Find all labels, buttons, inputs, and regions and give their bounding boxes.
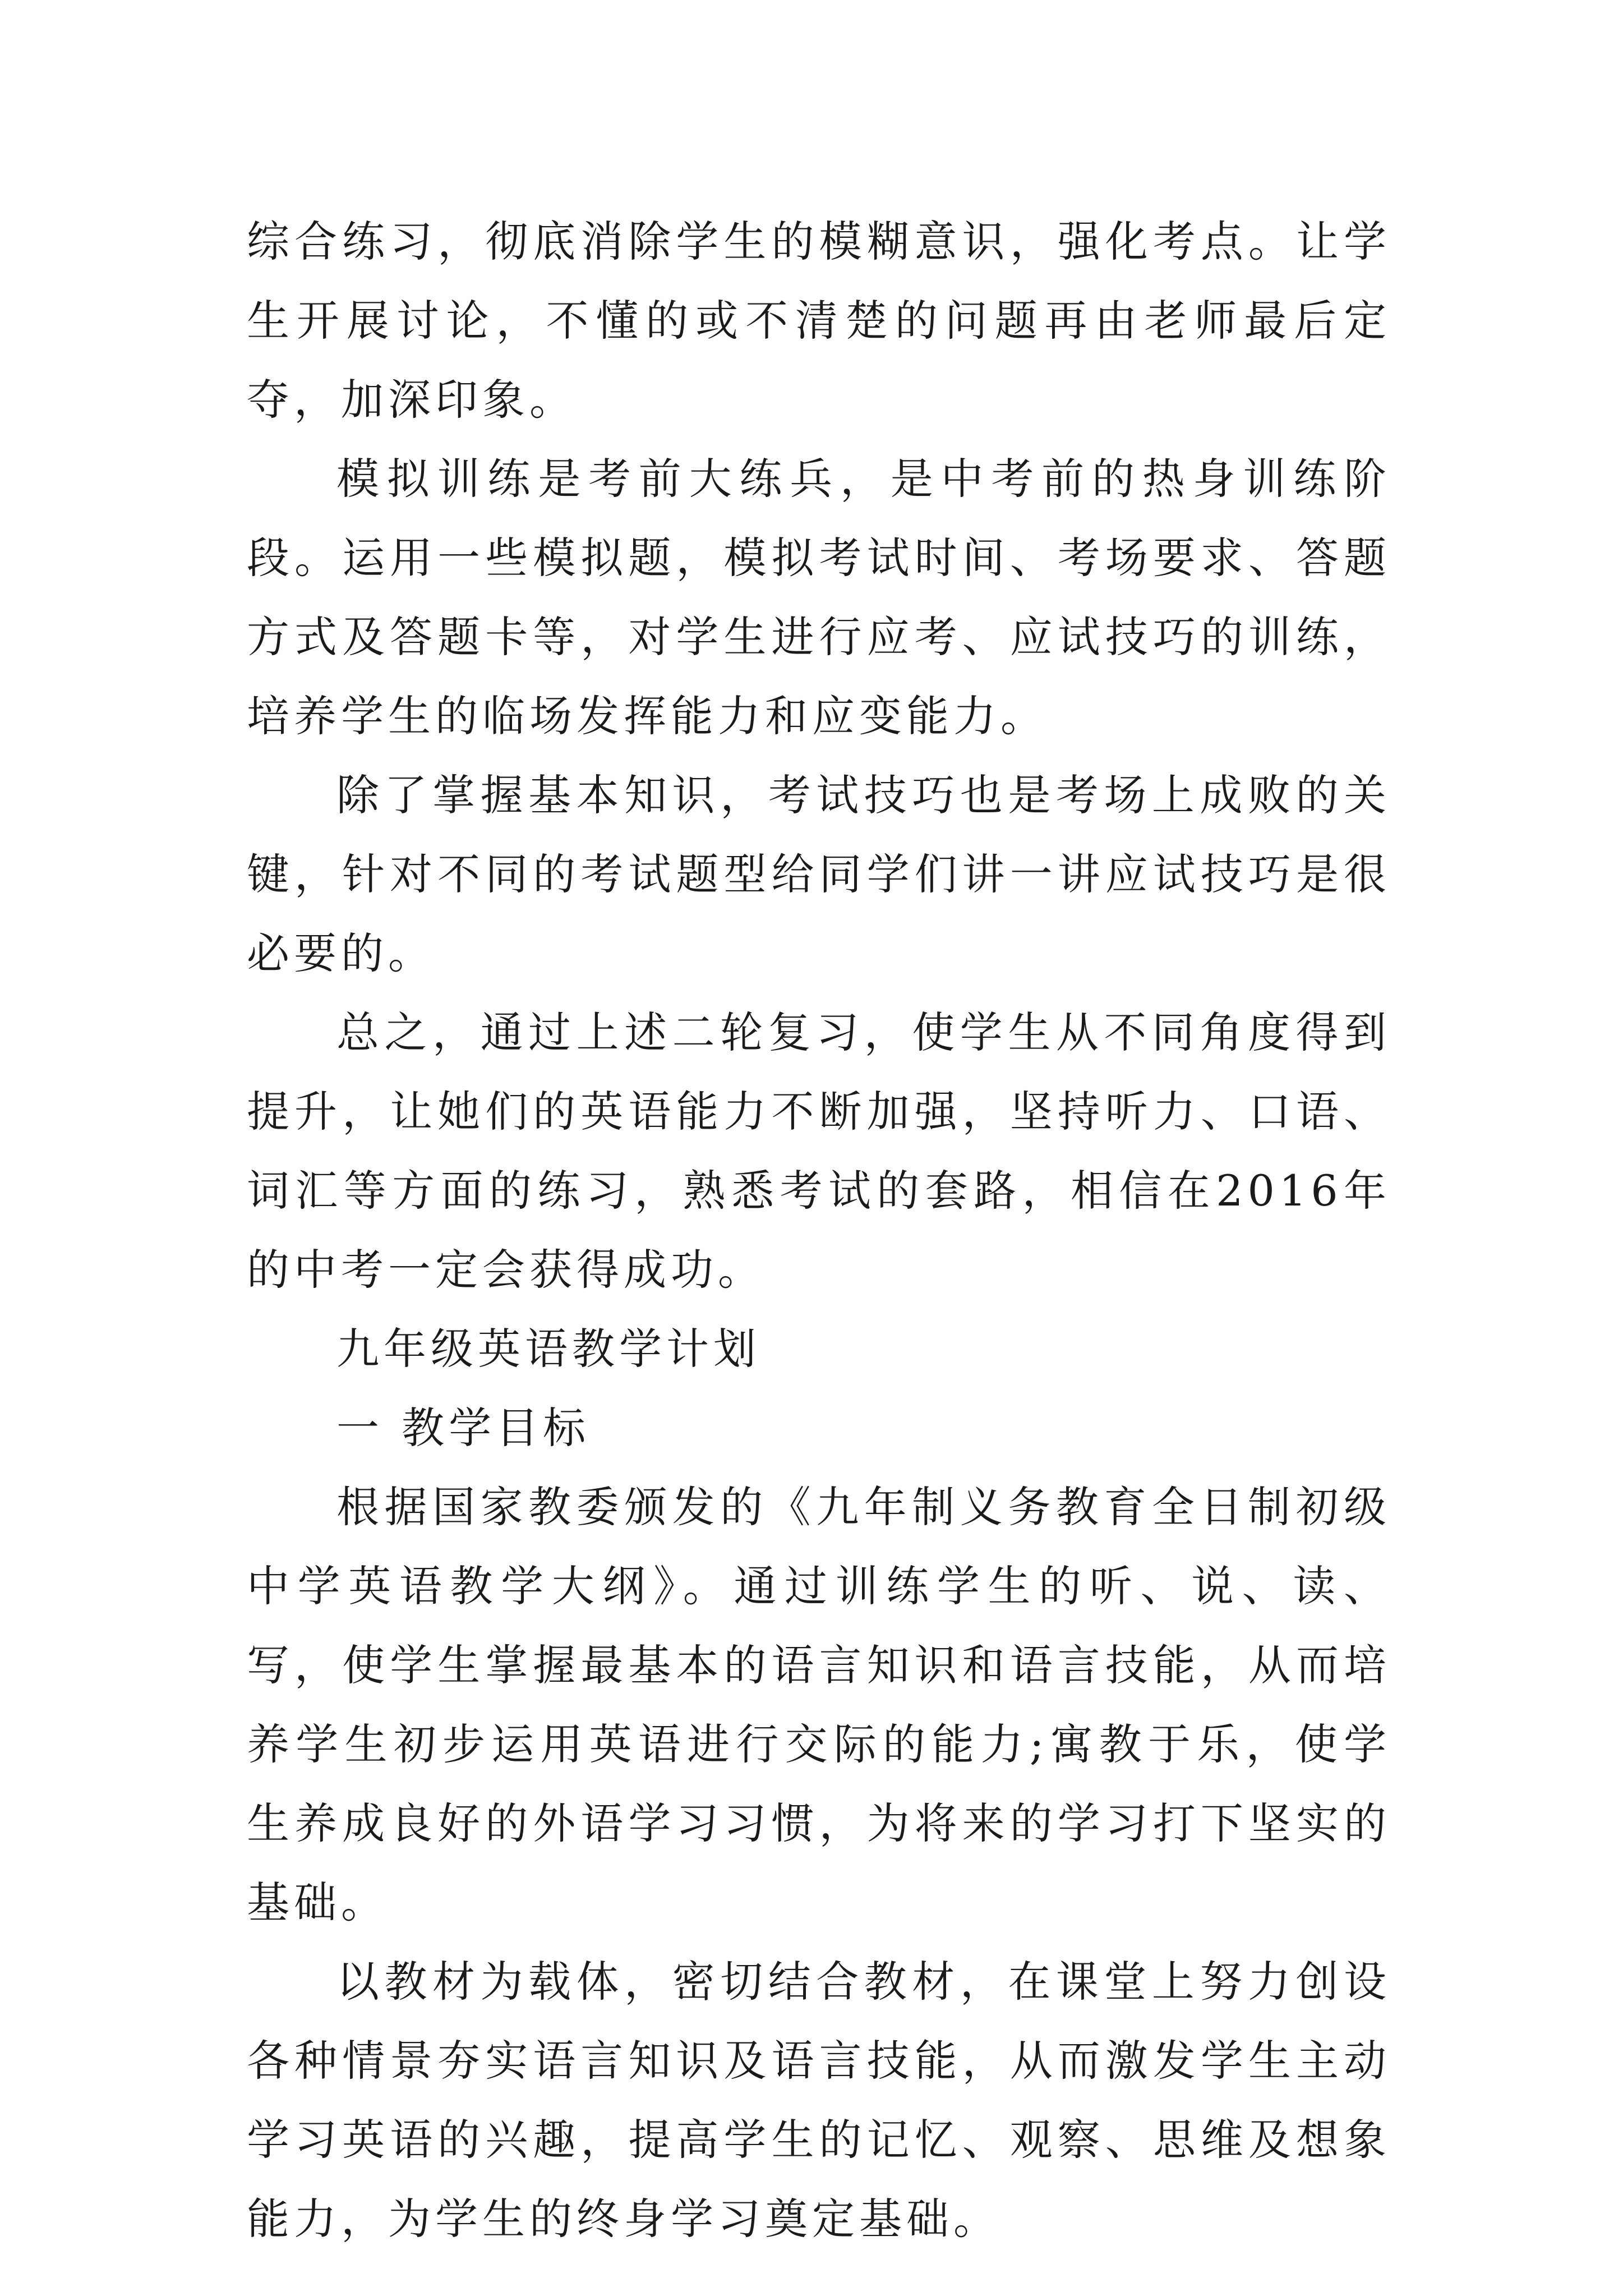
paragraph-review-practice: 综合练习，彻底消除学生的模糊意识，强化考点。让学生开展讨论，不懂的或不清楚的问题再由老师最后定夺，加深印象。: [247, 217, 1391, 425]
paragraph-summary: 总之，通过上述二轮复习，使学生从不同角度得到提升，让她们的英语能力不断加强，坚持听力、口语、词汇等方面的练习，熟悉考试的套路，相信在2016年的中考一定会获得成功。: [247, 1007, 1391, 1295]
paragraph-exam-skills: 除了掌握基本知识，考试技巧也是考场上成败的关键，针对不同的考试题型给同学们讲一讲应试技巧是很必要的。: [247, 770, 1391, 978]
section-title: 九年级英语教学计划: [336, 1324, 760, 1374]
paragraph-teaching-goal: 根据国家教委颁发的《九年制义务教育全日制初级中学英语教学大纲》。通过训练学生的听、说、读、写，使学生掌握最基本的语言知识和语言技能，从而培养学生初步运用英语进行交际的能力;寓教于乐，使学生养成良好的外语学习习惯，为将来的学习打下坚实的基础。: [247, 1482, 1391, 1927]
paragraph-mock-training: 模拟训练是考前大练兵，是中考前的热身训练阶段。运用一些模拟题，模拟考试时间、考场要求、答题方式及答题卡等，对学生进行应考、应试技巧的训练，培养学生的临场发挥能力和应变能力。: [247, 454, 1391, 741]
document-body: [247, 202, 1391, 2258]
subsection-title: 一 教学目标: [336, 1403, 591, 1453]
paragraph-textbook-approach: 以教材为载体，密切结合教材，在课堂上努力创设各种情景夯实语言知识及语言技能，从而激发学生主动学习英语的兴趣，提高学生的记忆、观察、思维及想象能力，为学生的终身学习奠定基础。: [247, 1957, 1391, 2244]
